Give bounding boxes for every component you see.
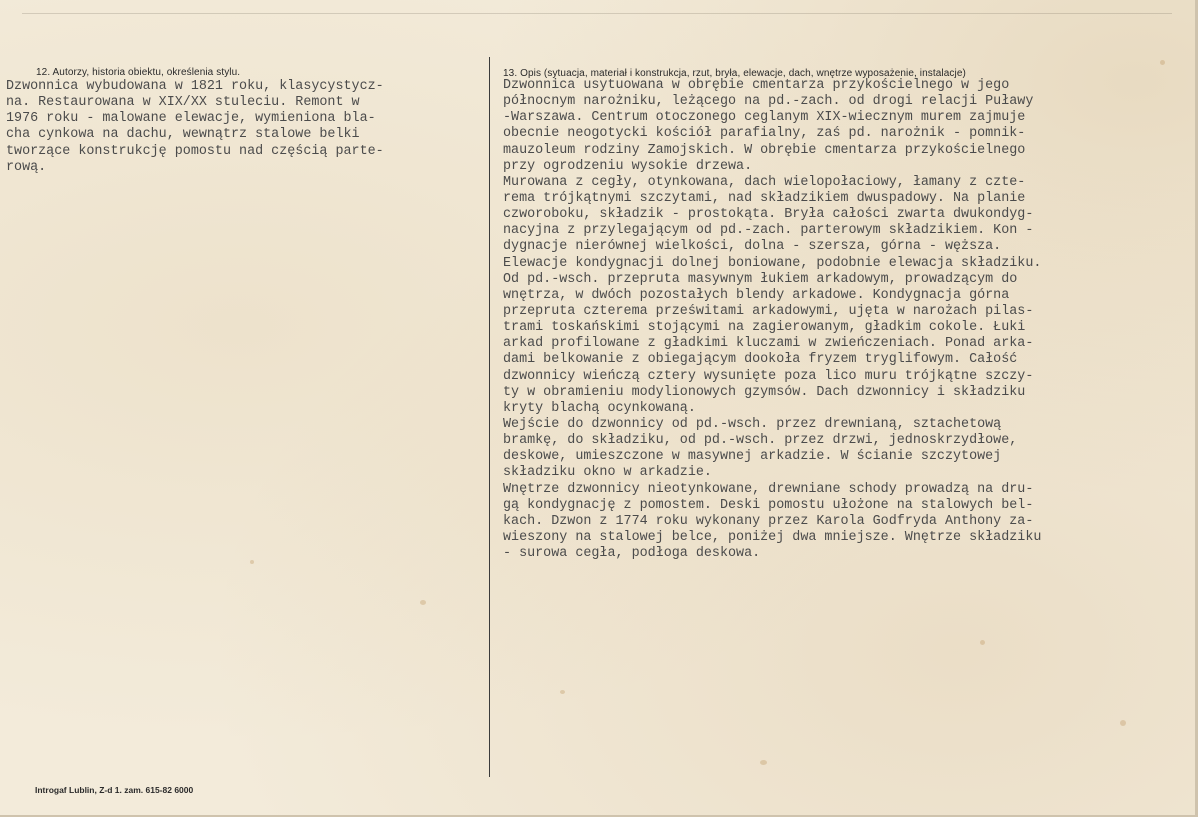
typed-line: - surowa cegła, podłoga deskowa.: [503, 546, 761, 562]
typed-line: arkad profilowane z gładkimi kluczami w zwieńczeniach. Ponad arka-: [503, 336, 1034, 352]
typed-line: mauzoleum rodziny Zamojskich. W obrębie cmentarza przykościelnego: [503, 142, 1026, 158]
typed-line: kach. Dzwon z 1774 roku wykonany przez Karola Godfryda Anthony za-: [503, 513, 1034, 529]
typed-line: obecnie neogotycki kościół parafialny, zaś pd. narożnik - pomnik-: [503, 126, 1026, 142]
stain-spot: [250, 560, 254, 564]
typed-line: cha cynkowa na dachu, wewnątrz stalowe belki: [6, 127, 360, 143]
typed-line: tworzące konstrukcję pomostu nad częścią parte-: [6, 143, 384, 159]
typed-line: Wejście do dzwonnicy od pd.-wsch. przez drewnianą, sztachetową: [503, 416, 1002, 432]
printer-imprint: Introgaf Lublin, Z-d 1. zam. 615-82 6000: [35, 785, 194, 795]
stain-spot: [1160, 60, 1165, 65]
typed-line: rema trójkątnymi szczytami, nad składzikiem dwuspadowy. Na planie: [503, 190, 1026, 206]
typed-line: dzwonnicy wieńczą cztery wysunięte poza lico muru trójkątne szczy-: [503, 368, 1034, 384]
typed-line: składziku okno w arkadzie.: [503, 465, 712, 481]
typed-line: dygnacje nierównej wielkości, dolna - szersza, górna - węższa.: [503, 239, 1002, 255]
typed-line: nacyjna z przylegającym od pd.-zach. parterowym składzikiem. Kon -: [503, 223, 1034, 239]
section-12-text: [6, 79, 384, 176]
typed-line: -Warszawa. Centrum otoczonego ceglanym XIX-wiecznym murem zajmuje: [503, 110, 1026, 126]
stain-spot: [980, 640, 985, 645]
typed-line: na. Restaurowana w XIX/XX stuleciu. Remont w: [6, 95, 360, 111]
top-edge-line: [22, 13, 1172, 14]
typed-line: bramkę, do składziku, od pd.-wsch. przez drzwi, jednoskrzydłowe,: [503, 433, 1018, 449]
typed-line: czworoboku, składzik - prostokąta. Bryła całości zwarta dwukondyg-: [503, 207, 1034, 223]
stain-spot: [1120, 720, 1126, 726]
typed-line: przepruta czterema prześwitami arkadowymi, ujęta w narożach pilas-: [503, 303, 1034, 319]
typed-line: wnętrza, w dwóch pozostałych blendy arkadowe. Kondygnacja górna: [503, 287, 1010, 303]
typed-line: 1976 roku - malowane elewacje, wymieniona bla-: [6, 111, 376, 127]
typed-line: trami toskańskimi stojącymi na zagierowanym, gładkim cokole. Łuki: [503, 320, 1026, 336]
typed-line: Dzwonnica wybudowana w 1821 roku, klasycystycz-: [6, 79, 384, 94]
typed-line: gą kondygnację z pomostem. Deski pomostu ułożone na stalowych bel-: [503, 497, 1034, 513]
typed-line: Dzwonnica usytuowana w obrębie cmentarza przykościelnego w jego: [503, 78, 1010, 93]
section-13-label: 13. Opis (sytuacja, materiał i konstrukcja, rzut, bryła, elewacje, dach, wnętrze wyposażenie, instalacje): [503, 68, 966, 79]
typed-line: przy ogrodzeniu wysokie drzewa.: [503, 158, 753, 174]
section-12-label: 12. Autorzy, historia obiektu, określenia stylu.: [36, 67, 241, 78]
typed-line: ty w obramieniu modylionowych gzymsów. Dach dzwonnicy i składziku: [503, 384, 1026, 400]
typed-line: północnym narożniku, leżącego na pd.-zach. od drogi relacji Puławy: [503, 94, 1034, 110]
typed-line: deskowe, umieszczone w masywnej arkadzie. W ścianie szczytowej: [503, 449, 1002, 465]
typed-line: Murowana z cegły, otynkowana, dach wielopołaciowy, łamany z czte-: [503, 174, 1026, 190]
stain-spot: [420, 600, 426, 605]
typed-line: Od pd.-wsch. przepruta masywnym łukiem arkadowym, prowadzącym do: [503, 271, 1018, 287]
typed-line: Wnętrze dzwonnicy nieotynkowane, drewniane schody prowadzą na dru-: [503, 481, 1034, 497]
typed-line: dami belkowanie z obiegającym dookoła fryzem tryglifowym. Całość: [503, 352, 1018, 368]
section-13-text: [503, 78, 1041, 562]
column-divider: [489, 57, 490, 777]
typed-line: kryty blachą ocynkowaną.: [503, 400, 696, 416]
typed-line: Elewacje kondygnacji dolnej boniowane, podobnie elewacja składziku.: [503, 255, 1042, 271]
typed-line: wieszony na stalowej belce, poniżej dwa mniejsze. Wnętrze składziku: [503, 529, 1042, 545]
stain-spot: [560, 690, 565, 694]
stain-spot: [760, 760, 767, 765]
typed-line: rową.: [6, 159, 47, 175]
